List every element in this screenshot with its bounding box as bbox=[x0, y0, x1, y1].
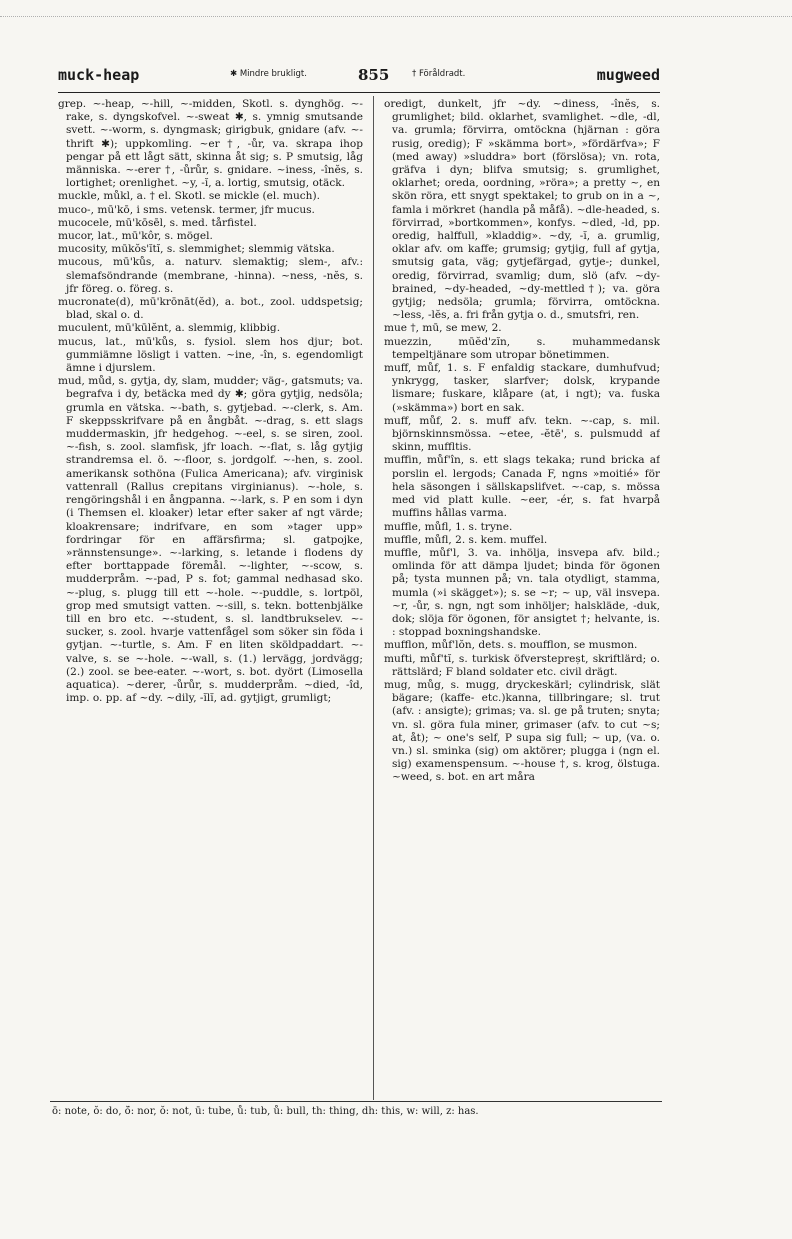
symbol-legend-obsolete: † Föråldradt. bbox=[412, 69, 466, 79]
entry-muff-2: muff, můf, 2. s. muff afv. tekn. ~-cap, s. mil. björnskinnsmössa. ~etee, -ĕtē', s. pulsmudd af skinn, muffltis. bbox=[384, 414, 660, 454]
entry-mufti: mufti, můf'tĭ, s. turkisk öfverstepreșt, skriftlärd; o. rättslärd; F bland soldater etc. civil drägt. bbox=[384, 652, 660, 678]
entry-muculent: muculent, mū'kūlĕnt, a. slemmig, klibbig. bbox=[58, 322, 281, 335]
right-column bbox=[384, 98, 660, 1100]
entry-muco: muco-, mū'kō, i sms. vetensk. termer, jfr mucus. bbox=[58, 203, 315, 216]
page-header bbox=[58, 66, 660, 90]
entry-mucor: mucor, lat., mū'kôr, s. mögel. bbox=[58, 230, 213, 243]
entry-muffin: muffin, můf'în, s. ett slags tekaka; rund bricka af porslin el. lergods; Canada F, ngns »moitié» för hela säsongen i sällskapslifvet. ~-cap, s. mössa med vid platt kulle. ~eer, -ér, s. fat hvarpå muffins hållas varma. bbox=[384, 454, 660, 520]
footer-rule bbox=[50, 1101, 662, 1102]
column-divider bbox=[373, 96, 374, 1100]
scan-edge bbox=[0, 0, 792, 17]
entry-mucous: mucous, mū'kůs, a. naturv. slemaktig; slem-, afv.: slemafsöndrande (membrane, -hinna). ~ness, -nĕs, s. jfr föreg. o. föreg. s. bbox=[58, 256, 363, 295]
entry-muffle-3: muffle, můf'l, 3. va. inhölja, insvepa afv. bild.; omlinda för att dämpa ljudet; binda för ögonen på; tysta munnen på; vn. tala otydligt, stamma, mumla (»i skägget»); s. se ~r; ~ up, väl insvepa. ~r, -ůr, s. ngn, ngt som inhöljer; halskläde, -duk, dok; slöja för ögonen, för ansigtet †; helvante, is. : stoppad boxningshandske. bbox=[384, 546, 660, 639]
entry-mucronate: mucronate(d), mū'krōnāt(ĕd), a. bot., zool. uddspetsig; blad, skal o. d. bbox=[58, 296, 363, 322]
header-rule bbox=[58, 92, 660, 93]
entry-mug: mug, můg, s. mugg, dryckeskärl; cylindrisk, slät bägare; (kaffe- etc.)kanna, tillbringare; sl. trut (afv. : ansigte); grimas; va. sl. ge på truten; snyta; vn. sl. göra fula miner, grimaser (afv. to cut ~s; at, åt); ~ one's self, P supa sig full; ~ up, (va. o. vn.) sl. sminka (sig) om aktörer; plugga i (ngn el. sig) examenspensum. ~-house †, s. krog, ölstuga. ~weed, s. bot. en art måra bbox=[384, 678, 660, 784]
left-column bbox=[58, 98, 363, 1100]
entry-mucosity: mucosity, mūkŏs'ĭtĭ, s. slemmighet; slemmig vätska. bbox=[58, 243, 335, 256]
entry-mud: mud, můd, s. gytja, dy, slam, mudder; väg-, gatsmuts; va. begrafva i dy, betäcka med dy ✱; göra gytjig, nedsöla; grumla en vätska. ~-bath, s. gytjebad. ~-clerk, s. Am. F skeppsskrifvare på en ångbåt. ~-drag, s. ett slags muddermaskin, jfr hedgehog. ~-eel, s. se siren, zool. ~-fish, s. zool. slamfisk, jfr loach. ~-flat, s. låg gytjig strandremsa el. ö. ~-floor, s. jordgolf. ~-hen, s. zool. amerikansk sothöna (Fulica Americana); afv. virginisk vattenrall (Rallus crepitans virginianus). ~-hole, s. rengöringshål i en ångpanna. ~-lark, s. P en som i dyn (i Themsen el. kloaker) letar efter saker af ngt värde; kloakrensare; indrifvare, en som »tager upp» fordringar för en affärsfirma; sl. gatpojke, »rännstensunge». ~-larking, s. letande i flodens dy efter borttappade föremål. ~-lighter, ~-scow, s. mudderpråm. ~-pad, P s. fot; gammal nedhasad sko. ~-plug, s. plugg till ett ~-hole. ~-puddle, s. lortpöl, grop med smutsigt vatten. ~-sill, s. tekn. bottenbjälke till en bro etc. ~-student, s. sl. landtbrukselev. ~-sucker, s. zool. hvarje vattenfågel som söker sin föda i gytjan. ~-turtle, s. Am. F en liten sköldpaddart. ~-valve, s. se ~-hole. ~-wall, s. (1.) lervägg, jordvägg; (2.) zool. se bee-eater. ~-wort, s. bot. dyört (Limosella aquatica). ~derer, -ůrůr, s. mudderpråm. ~died, -îd, imp. o. pp. af ~dy. ~dily, -ĭlĭ, ad. gytjigt, grumligt; bbox=[58, 375, 363, 705]
right-running-headword: mugweed bbox=[596, 66, 660, 84]
entry-muffle-2: muffle, můfl, 2. s. kem. muffel. bbox=[384, 533, 548, 546]
entry-mue: mue †, mū, se mew, 2. bbox=[384, 322, 502, 335]
entry-muezzin: muezzin, mūĕd'zĭn, s. muhammedansk tempeltjänare som utropar bönetimmen. bbox=[384, 335, 660, 361]
entry-mucocele: mucocele, mū'kōsēl, s. med. tårfistel. bbox=[58, 216, 257, 229]
entry-muck-continued: grep. ~-heap, ~-hill, ~-midden, Skotl. s. dynghög. ~-rake, s. dyngskofvel. ~-sweat ✱, s. ymnig smutsande svett. ~-worm, s. dyngmask; girigbuk, gnidare (afv. ~-thrift ✱); uppkomling. ~er †, -ůr, va. skrapa ihop pengar på ett lågt sätt, skinna åt sig; s. P smutsig, låg människa. ~-erer †, -ůrůr, s. gnidare. ~iness, -înĕs, s. lortighet; orenlighet. ~y, -ĭ, a. lortig, smutsig, otäck. bbox=[58, 98, 363, 190]
entry-mucus: mucus, lat., mū'kůs, s. fysiol. slem hos djur; bot. gummiämne lösligt i vatten. ~ine, -în, s. egendomligt ämne i djurslem. bbox=[58, 335, 363, 375]
entry-mud-continued: oredigt, dunkelt, jfr ~dy. ~diness, -înĕs, s. grumlighet; bild. oklarhet, svamlighet. ~dle, -dl, va. grumla; förvirra, omtöckna (hjärnan : göra rusig, oredig); F »skämma bort», »fördärfva»; F (med away) »sluddra» bort (förslösa); vn. rota, gräfva i dyn; blifva smutsig; s. grumlighet, oklarhet; oreda, oordning, »röra»; a pretty ~, en skön röra, ett snygt spektakel; to grub on in a ~, famla i mörkret (handla på måfå). ~dle-headed, s. förvirrad, »bortkommen», konfys. ~dled, -ld, pp. oredig, halffull, »kladdig». ~dy, -ĭ, a. grumlig, oklar afv. om kaffe; grumsig; gytjig, full af gytja, smutsig gata, väg; gytjefärgad, gytje-; dunkel, oredig, förvirrad, svamlig; dum, slö (afv. ~dy-brained, ~dy-headed, ~dy-mettled†); va. göra gytjig; nedsöla; grumla; förvirra, omtöckna. ~less, -lĕs, a. fri från gytja o. d., smutsfri, ren. bbox=[384, 98, 660, 322]
entry-muff-1: muff, můf, 1. s. F enfaldig stackare, dumhufvud; ynkrygg, tasker, slarfver; dolsk, krypande lismare; fuskare, klåpare (at, i ngt); va. fuska (»skämma») bort en sak. bbox=[384, 362, 660, 414]
entry-mufflon: mufflon, můf'lŏn, dets. s. moufflon, se musmon. bbox=[384, 639, 638, 652]
symbol-legend-rare: ✱ Mindre brukligt. bbox=[230, 69, 307, 79]
pronunciation-key: ō: note, ŏ: do, ŏ̄: nor, ŏ: not, ū: tube, ů: tub, ů: bull, th: thing, dh: this, w: will, z: has. bbox=[52, 1106, 479, 1117]
left-running-headword: muck-heap bbox=[58, 66, 140, 84]
entry-muckle: muckle, můkl, a. † el. Skotl. se mickle (el. much). bbox=[58, 190, 320, 203]
entry-muffle-1: muffle, můfl, 1. s. tryne. bbox=[384, 520, 513, 533]
page-number: 855 bbox=[358, 66, 390, 84]
